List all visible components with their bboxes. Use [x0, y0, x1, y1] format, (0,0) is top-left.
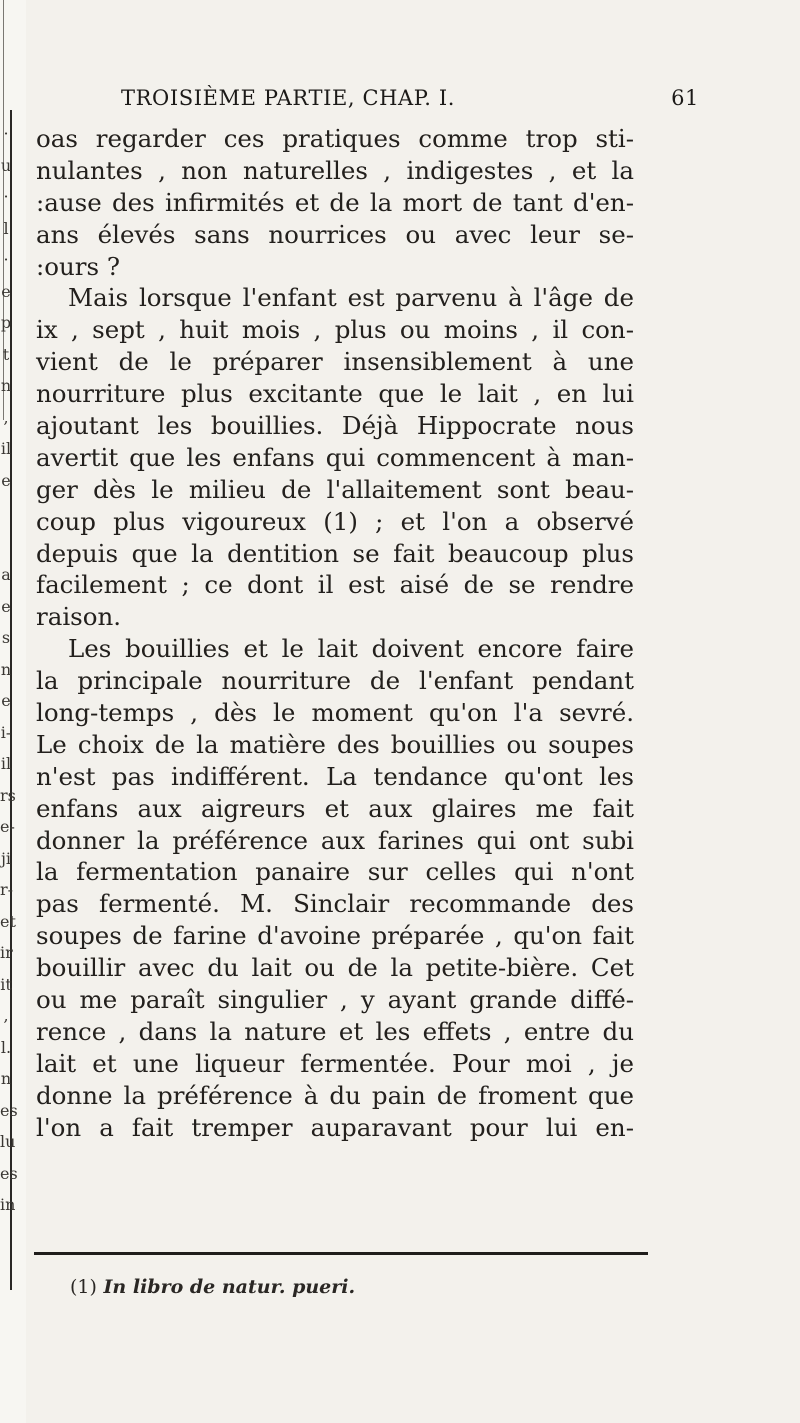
gutter-fragment: lu — [0, 1132, 16, 1151]
text-line: facilement ; ce dont il est aisé de se rendre — [36, 570, 634, 600]
paragraph-start-line: Mais lorsque l'enfant est parvenu à l'âge de — [68, 283, 634, 313]
text-line: nourriture plus excitante que le lait , en lui — [36, 379, 634, 409]
gutter-fragment: e — [1, 691, 11, 710]
text-line: coup plus vigoureux (1) ; et l'on a observé — [36, 506, 634, 536]
gutter-fragment: u — [0, 155, 12, 175]
gutter-fragment: · — [3, 187, 9, 206]
gutter-fragment: i- — [0, 722, 12, 742]
text-line: nulantes , non naturelles , indigestes , et la — [36, 155, 634, 185]
left-gutter — [0, 0, 26, 1423]
text-line: ans élevés sans nourrices ou avec leur se- — [36, 219, 634, 249]
text-line: donne la préférence à du pain de froment que — [36, 1080, 634, 1110]
gutter-fragment: · — [3, 250, 9, 269]
gutter-fragment: e — [1, 470, 11, 490]
text-line: n'est pas indifférent. La tendance qu'ont les — [36, 761, 634, 791]
text-line: raison. — [36, 602, 122, 632]
gutter-fragment: n — [0, 376, 12, 395]
text-line: Le choix de la matière des bouillies ou soupes — [36, 729, 634, 759]
gutter-fragment — [0, 496, 12, 528]
body-text — [36, 123, 634, 1144]
gutter-fragment: l. — [0, 1037, 12, 1057]
text-line: vient de le préparer insensiblement à une — [36, 347, 634, 377]
facing-page-fragments — [0, 118, 18, 1221]
text-line: bouillir avec du lait ou de la petite-bière. Cet — [36, 953, 634, 983]
gutter-fragment: in — [0, 1195, 16, 1214]
gutter-fragment: e — [1, 596, 11, 616]
gutter-fragment — [0, 528, 12, 560]
text-line: la fermentation panaire sur celles qui n'ont — [36, 857, 634, 887]
footnote-text: In libro de natur. pueri. — [103, 1276, 356, 1298]
text-line: l'on a fait tremper auparavant pour lui en- — [36, 1112, 634, 1142]
gutter-fragment: , — [3, 407, 9, 427]
text-line: enfans aux aigreurs et aux glaires me fait — [36, 793, 634, 823]
gutter-fragment: p — [0, 313, 12, 332]
text-line: :ours ? — [36, 251, 120, 281]
gutter-fragment: il — [0, 754, 12, 773]
text-line: lait et une liqueur fermentée. Pour moi , je — [36, 1048, 634, 1078]
gutter-fragment: t — [2, 344, 10, 364]
text-line: depuis que la dentition se fait beaucoup plus — [36, 538, 634, 568]
gutter-fragment: n — [0, 659, 12, 679]
text-line: la principale nourriture de l'enfant pendant — [36, 666, 634, 696]
text-line: ger dès le milieu de l'allaitement sont beau- — [36, 474, 634, 504]
gutter-fragment: ir — [0, 943, 13, 962]
text-line: avertit que les enfans qui commencent à man- — [36, 442, 634, 472]
gutter-fragment: et — [0, 911, 16, 931]
gutter-fragment: it — [0, 974, 12, 994]
running-head-title: TROISIÈME PARTIE, CHAP. I. — [121, 86, 455, 110]
gutter-fragment: n — [0, 1069, 12, 1088]
page-number: 61 — [671, 86, 699, 110]
paragraph-start-line: Les bouillies et le lait doivent encore faire — [68, 634, 634, 664]
gutter-fragment: rs — [0, 785, 16, 805]
text-line: rence , dans la nature et les effets , entre du — [36, 1016, 634, 1046]
gutter-fragment: e- — [0, 817, 15, 836]
text-line: ajoutant les bouillies. Déjà Hippocrate nous — [36, 411, 634, 441]
gutter-fragment: ji — [0, 848, 12, 868]
text-line: oas regarder ces pratiques comme trop sti- — [36, 124, 634, 153]
text-line: ou me paraît singulier , y ayant grande diffé- — [36, 985, 634, 1015]
gutter-fragment: · — [3, 124, 9, 143]
gutter-fragment: a — [1, 565, 11, 584]
gutter-fragment: r- — [0, 880, 14, 899]
footnote — [70, 1276, 355, 1298]
gutter-fragment: , — [3, 1006, 9, 1025]
footnote-divider — [34, 1252, 648, 1255]
text-line: :ause des infirmités et de la mort de tant d'en- — [36, 187, 634, 217]
gutter-fragment: il — [0, 439, 12, 458]
gutter-fragment: es — [0, 1100, 18, 1120]
text-line: donner la préférence aux farines qui ont subi — [36, 825, 634, 855]
gutter-fragment: s — [1, 628, 11, 647]
gutter-fragment: e — [1, 281, 11, 301]
gutter-fragment: es — [0, 1163, 18, 1183]
text-line: pas fermenté. M. Sinclair recommande des — [36, 889, 634, 919]
text-line: long-temps , dès le moment qu'on l'a sevré. — [36, 698, 634, 728]
running-head — [121, 86, 699, 110]
text-line: soupes de farine d'avoine préparée , qu'on fait — [36, 921, 634, 951]
text-line: ix , sept , huit mois , plus ou moins , il con- — [36, 315, 634, 345]
footnote-marker: (1) — [70, 1276, 97, 1298]
gutter-fragment: l — [3, 218, 9, 238]
